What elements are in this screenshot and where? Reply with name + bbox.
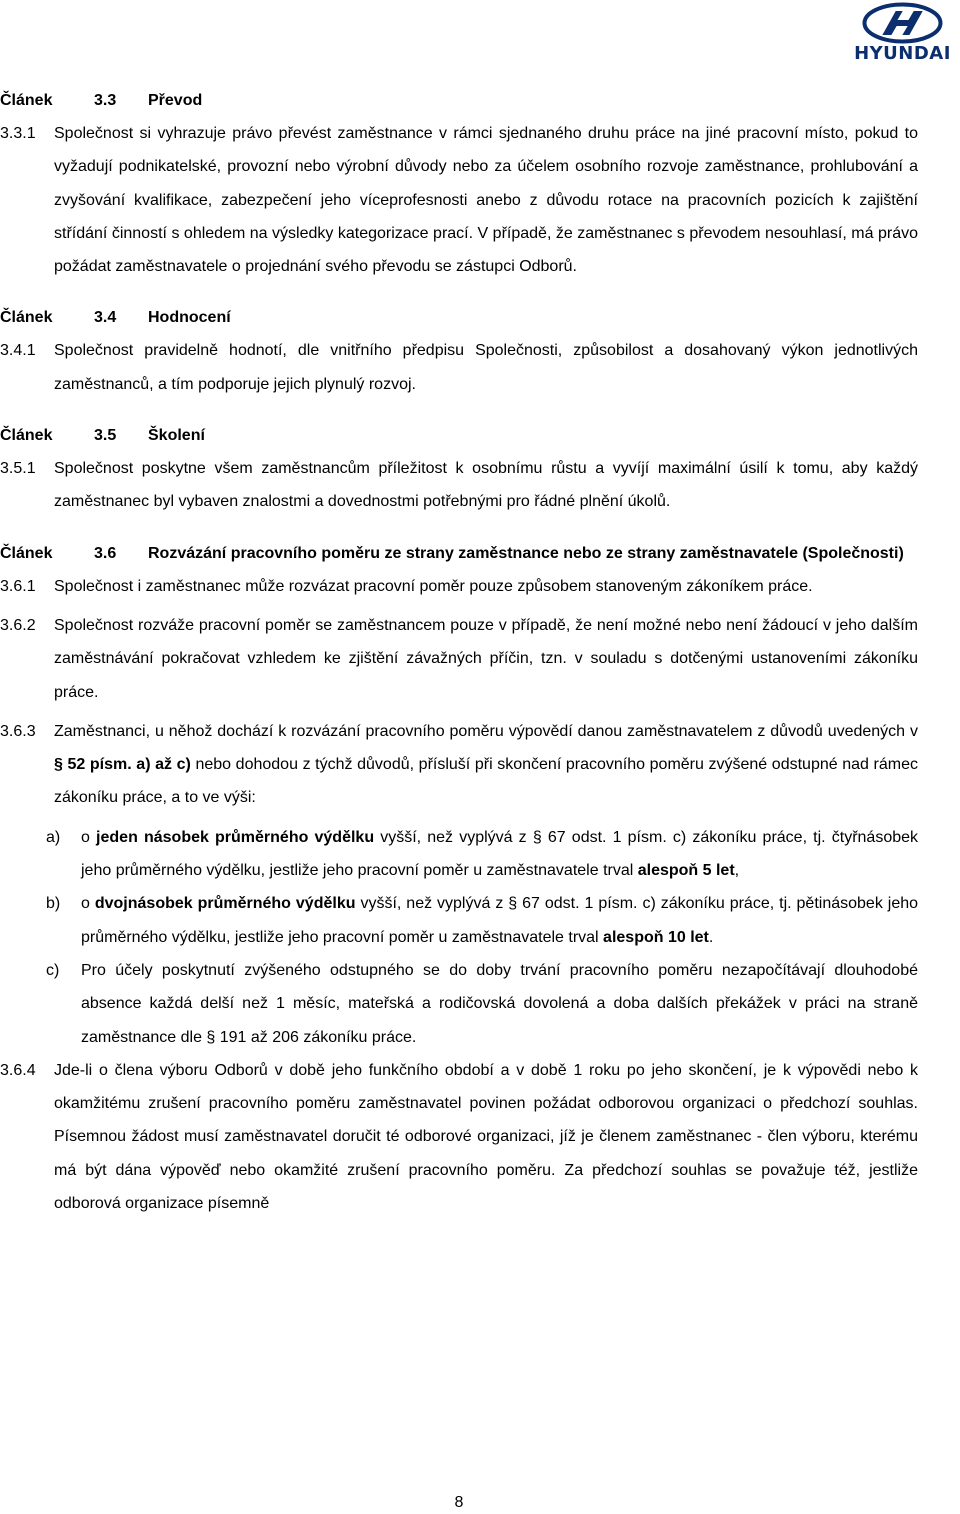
page-number: 8 — [454, 1494, 464, 1511]
emphasis: jeden násobek průměrného výdělku — [96, 828, 375, 846]
paragraph — [0, 334, 918, 401]
article-title: Hodnocení — [148, 309, 231, 327]
text-run: vyšší, než vyplývá z § 67 odst. 1 písm. c) zákoníku práce, tj. čtyřnásobek jeho průměrného výdělku, jestliže jeho pracovní poměr u zaměstnavatele trval — [81, 828, 919, 880]
emphasis: alespoň 5 let — [637, 862, 735, 880]
article-label: Článek — [0, 92, 53, 109]
text-run: o — [81, 828, 97, 846]
list-item-label: c) — [46, 961, 60, 979]
article-heading — [0, 537, 918, 570]
article-heading — [0, 419, 918, 452]
paragraph-number: 3.4.1 — [0, 342, 36, 360]
text-run: . — [708, 928, 714, 946]
article-heading — [0, 301, 918, 334]
list-item — [46, 821, 919, 888]
brand-wordmark: HYUNDAI — [854, 43, 951, 64]
list-item-label: b) — [46, 895, 61, 913]
paragraph-text: Společnost si vyhrazuje právo převést zaměstnance v rámci sjednaného druhu práce na jiné pracovní místo, pokud to vyžadují podnikatelské, provozní nebo výrobní důvody nebo za účelem osobního rozvoje zaměstnance, prohlubování a zvyšování kvalifikace, zabezpečení jeho víceprofesnosti anebo z důvodu rotace na pracovních pozicích k zajištění střídání činností s ohledem na výsledky kategorizace prací. V případě, že zaměstnanec s převodem nesouhlasí, má právo požádat zaměstnavatele o projednání svého převodu se zástupci Odborů. — [54, 125, 918, 276]
paragraph — [0, 452, 918, 519]
list-item-text — [73, 821, 918, 888]
paragraph-number: 3.5.1 — [0, 460, 36, 478]
list-item — [46, 954, 918, 1054]
paragraph-number: 3.6.2 — [0, 616, 36, 634]
article-number: 3.6 — [94, 544, 117, 562]
paragraph — [0, 117, 918, 283]
paragraph-text: Jde-li o člena výboru Odborů v době jeho funkčního období a v době 1 roku po jeho skončení, je k výpovědi nebo k okamžitému zrušení pracovního poměru zaměstnavatel povinen požádat odborovou organizaci o předchozí souhlas. Písemnou žádost musí zaměstnavatel doručit té odborové organizaci, jíž je členem zaměstnanec - člen výboru, kterému má být dána výpověď nebo okamžité zrušení pracovního poměru. Za předchozí souhlas se považuje též, jestliže odborová organizace písemně — [54, 1061, 918, 1213]
severance-list — [46, 821, 919, 1054]
paragraph — [0, 715, 918, 815]
list-item-text — [73, 887, 918, 954]
hyundai-logo — [850, 2, 955, 64]
article-number: 3.5 — [94, 427, 117, 445]
list-item — [46, 887, 919, 954]
article-label: Článek — [0, 309, 53, 327]
paragraph-number: 3.3.1 — [0, 125, 36, 142]
text-run: , — [734, 862, 740, 880]
paragraph — [0, 1054, 918, 1220]
document-body — [0, 84, 918, 1220]
article-title: Školení — [148, 427, 205, 445]
article-heading — [0, 84, 918, 117]
paragraph-number: 3.6.4 — [0, 1061, 36, 1079]
emphasis: alespoň 10 let — [603, 928, 709, 946]
text-run: Zaměstnanci, u něhož dochází k rozvázání pracovního poměru výpovědí danou zaměstnavatelem z důvodů uvedených v — [54, 722, 918, 740]
article-number: 3.3 — [94, 92, 117, 109]
paragraph-text: Společnost rozváže pracovní poměr se zaměstnancem pouze v případě, že není možné nebo není žádoucí v jeho dalším zaměstnávání pokračovat vzhledem ke zjištění závažných příčin, tzn. v souladu s dotčenými ustanoveními zákoníku práce. — [54, 616, 918, 701]
paragraph-text: Společnost pravidelně hodnotí, dle vnitřního předpisu Společnosti, způsobilost a dosahovaný výkon jednotlivých zaměstnanců, a tím podporuje jejich plynulý rozvoj. — [54, 342, 918, 393]
paragraph-text — [54, 715, 918, 815]
list-item-label: a) — [46, 828, 61, 846]
paragraph-number: 3.6.1 — [0, 577, 36, 595]
emphasis: dvojnásobek průměrného výdělku — [94, 895, 356, 913]
article-number: 3.4 — [94, 309, 117, 327]
paragraph — [0, 570, 918, 603]
paragraph — [0, 609, 918, 709]
law-reference: § 52 písm. a) až c) — [54, 756, 191, 774]
paragraph-number: 3.6.3 — [0, 722, 36, 740]
list-item-text: Pro účely poskytnutí zvýšeného odstupného se do doby trvání pracovního poměru nezapočítávají dlouhodobé absence každá delší než 1 měsíc, mateřská a rodičovská dovolená a doba dalších překážek v práci na straně zaměstnance dle § 191 až 206 zákoníku práce. — [81, 961, 918, 1046]
article-label: Článek — [0, 427, 53, 445]
article-title: Rozvázání pracovního poměru ze strany zaměstnance nebo ze strany zaměstnavatele (Společnosti) — [148, 544, 904, 562]
article-label: Článek — [0, 544, 53, 562]
hyundai-emblem-icon — [850, 2, 955, 46]
paragraph-text: Společnost i zaměstnanec může rozvázat pracovní poměr pouze způsobem stanoveným zákoníkem práce. — [54, 577, 813, 595]
paragraph-text: Společnost poskytne všem zaměstnancům příležitost k osobnímu růstu a vyvíjí maximální úsilí k tomu, aby každý zaměstnanec byl vybaven znalostmi a dovednostmi potřebnými pro řádné plnění úkolů. — [54, 460, 918, 511]
article-title: Převod — [148, 92, 203, 109]
text-run: vyšší, než vyplývá z § 67 odst. 1 písm. c) zákoníku práce, tj. pětinásobek jeho průměrného výdělku, jestliže jeho pracovní poměr u zaměstnavatele trval — [81, 895, 919, 946]
text-run: nebo dohodou z týchž důvodů, přísluší při skončení pracovního poměru zvýšené odstupné nad rámec zákoníku práce, a to ve výši: — [54, 756, 919, 807]
text-run: o — [81, 895, 95, 913]
